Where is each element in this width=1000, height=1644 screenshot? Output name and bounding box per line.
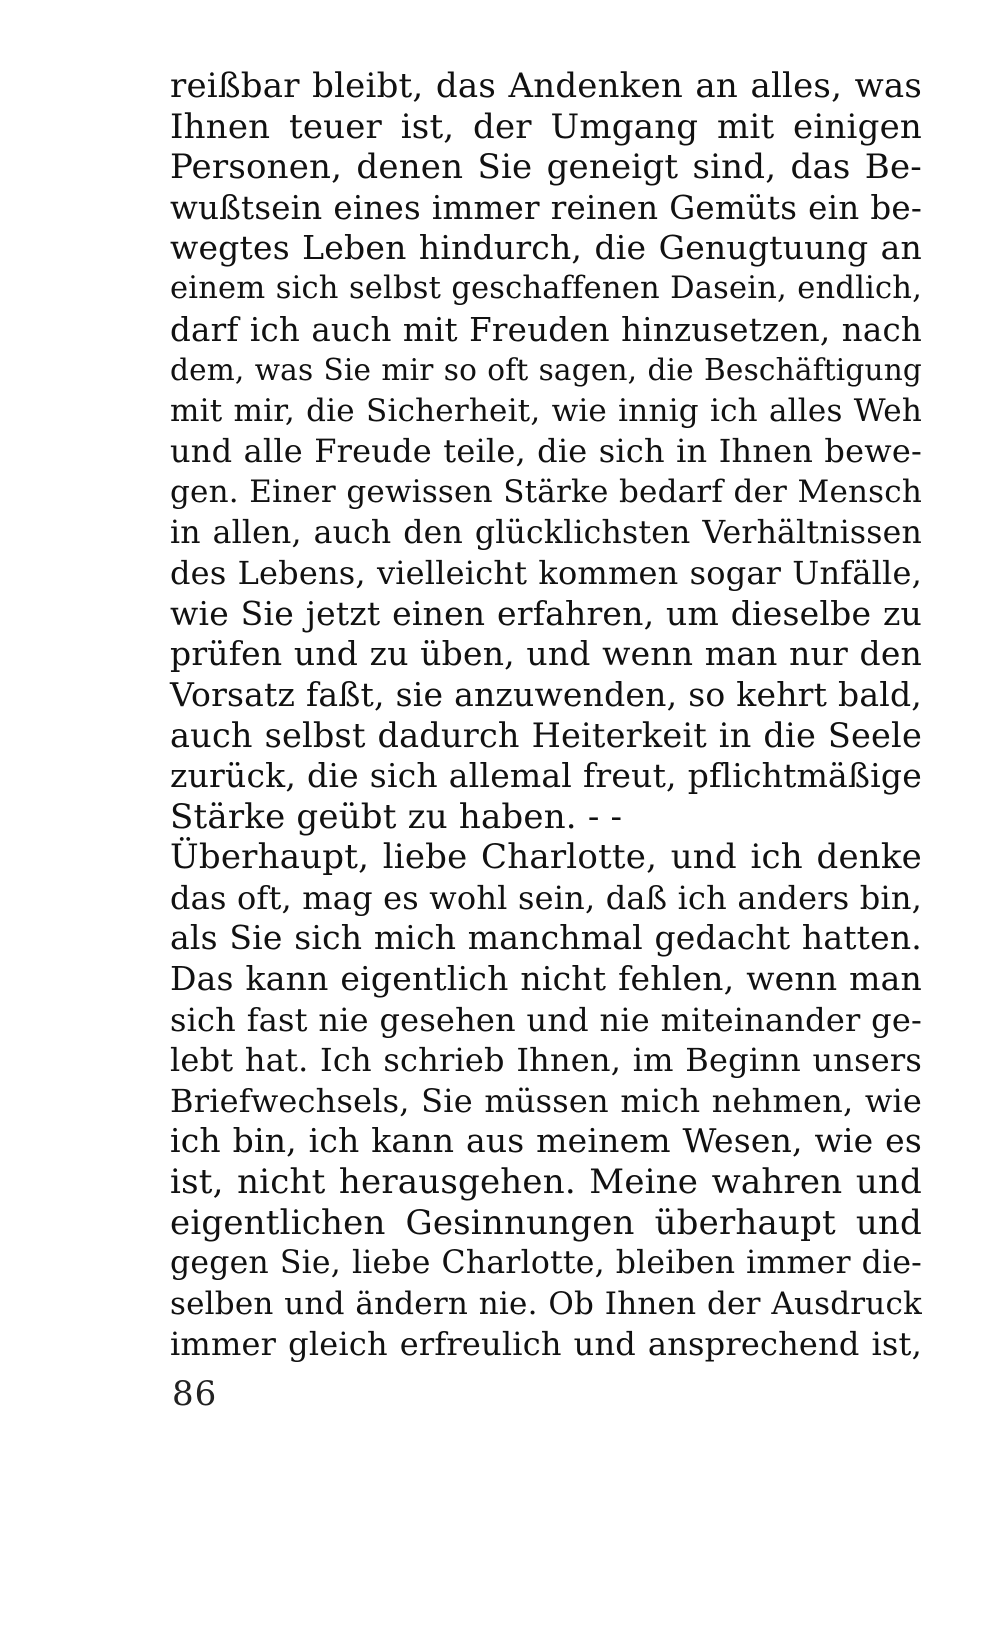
text-line: mit mir, die Sicherheit, wie innig ich alles Weh <box>170 392 922 429</box>
text-line: in allen, auch den glücklichsten Verhältnissen <box>170 514 922 551</box>
text-line: ist, nicht herausgehen. Meine wahren und <box>170 1162 922 1203</box>
text-line: Vorsatz faßt, sie anzuwenden, so kehrt bald, <box>170 674 922 714</box>
text-line: das oft, mag es wohl sein, daß ich anders bin, <box>170 878 923 917</box>
text-line: reißbar bleibt, das Andenken an alles, was <box>170 66 922 106</box>
text-line: gegen Sie, liebe Charlotte, bleiben immer die- <box>170 1245 922 1282</box>
text-line: des Lebens, vielleicht kommen sogar Unfälle, <box>170 554 922 593</box>
text-line: einem sich selbst geschaffenen Dasein, endlich, <box>170 270 922 306</box>
text-line: gen. Einer gewissen Stärke bedarf der Mensch <box>170 473 922 510</box>
text-line: sich fast nie gesehen und nie miteinander ge- <box>170 1000 922 1039</box>
text-line: immer gleich erfreulich und ansprechend ist, <box>170 1325 922 1364</box>
text-line: darf ich auch mit Freuden hinzusetzen, nach <box>170 310 922 349</box>
text-line: selben und ändern nie. Ob Ihnen der Ausdruck <box>170 1285 922 1322</box>
text-line: auch selbst dadurch Heiterkeit in die Seele <box>170 715 922 755</box>
text-line: Stärke geübt zu haben. - - <box>170 796 623 837</box>
text-line: eigentlichen Gesinnungen überhaupt und <box>170 1202 922 1243</box>
text-line: Personen, denen Sie geneigt sind, das Be- <box>170 147 922 188</box>
text-line: zurück, die sich allemal freut, pflichtmäßige <box>170 756 922 796</box>
text-line: prüfen und zu üben, und wenn man nur den <box>170 634 922 674</box>
text-line: wegtes Leben hindurch, die Genugtuung an <box>170 228 922 268</box>
text-line: lebt hat. Ich schrieb Ihnen, im Beginn unsers <box>170 1041 922 1080</box>
text-line: wie Sie jetzt einen erfahren, um dieselbe zu <box>170 593 922 633</box>
text-line: Ihnen teuer ist, der Umgang mit einigen <box>170 106 922 147</box>
body-text <box>170 66 922 1365</box>
page-number: 86 <box>172 1374 218 1414</box>
text-line: dem, was Sie mir so oft sagen, die Beschäftigung <box>170 353 922 388</box>
text-line: ich bin, ich kann aus meinem Wesen, wie es <box>170 1121 922 1161</box>
text-line: Briefwechsels, Sie müssen mich nehmen, wie <box>170 1081 922 1120</box>
text-line: und alle Freude teile, die sich in Ihnen bewe- <box>170 432 922 471</box>
text-line: Das kann eigentlich nicht fehlen, wenn man <box>170 959 922 999</box>
text-line: Überhaupt, liebe Charlotte, und ich denke <box>170 837 922 878</box>
text-line: als Sie sich mich manchmal gedacht hatten. <box>170 918 922 958</box>
text-line: wußtsein eines immer reinen Gemüts ein be- <box>170 188 922 227</box>
